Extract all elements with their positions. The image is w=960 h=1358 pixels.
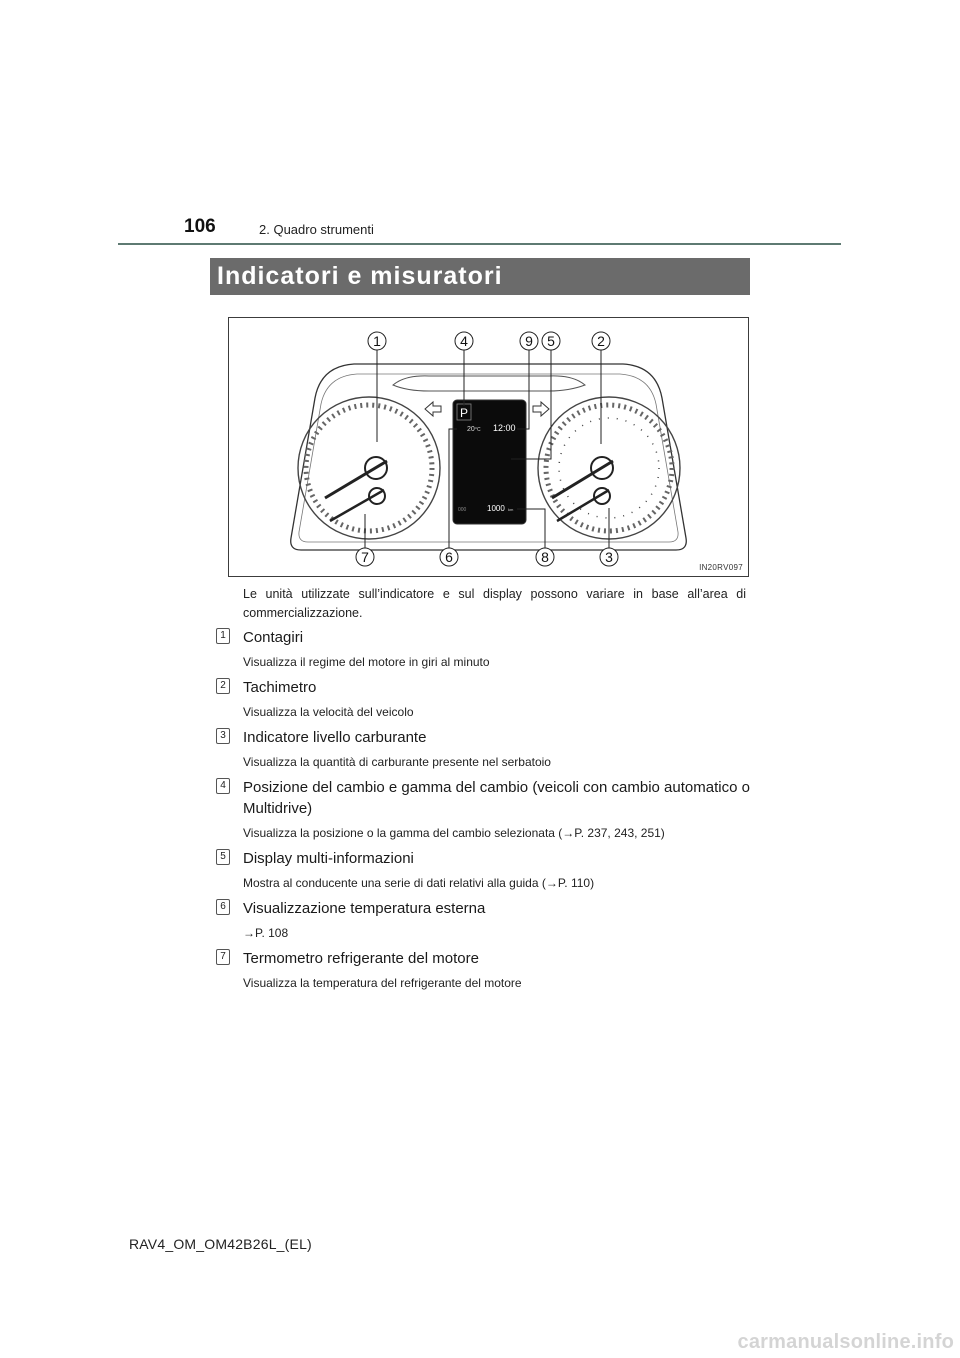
header-rule <box>118 243 841 245</box>
list-item <box>216 948 756 988</box>
outside-temperature-unit: °C <box>475 427 481 433</box>
callout-8: 8 <box>541 549 549 565</box>
item-title: Termometro refrigerante del motore <box>243 950 479 967</box>
item-description: Visualizza la velocità del veicolo <box>243 705 414 719</box>
callout-7: 7 <box>361 549 369 565</box>
section-title: 2. Quadro strumenti <box>259 222 374 237</box>
page-number: 106 <box>184 216 216 237</box>
banner-title: Indicatori e misuratori <box>217 262 503 290</box>
list-item <box>216 848 756 888</box>
cluster-visor <box>393 376 585 391</box>
fuel-gauge-needle <box>557 490 609 521</box>
item-number-badge: 6 <box>216 899 230 915</box>
gear-indicator: P <box>459 406 469 420</box>
coolant-gauge-needle <box>330 490 384 521</box>
item-number-badge: 2 <box>216 678 230 694</box>
list-item <box>216 627 756 667</box>
callout-6: 6 <box>445 549 453 565</box>
watermark <box>724 1324 960 1358</box>
item-description: Visualizza la quantità di carburante presente nel serbatoio <box>243 755 551 769</box>
item-title: Contagiri <box>243 629 304 646</box>
section-banner <box>210 258 750 295</box>
instrument-cluster-figure <box>228 317 749 577</box>
item-number-badge: 4 <box>216 778 230 794</box>
item-description: Visualizza la temperatura del refrigerante del motore <box>243 976 522 990</box>
item-number-badge: 7 <box>216 949 230 965</box>
item-title: Indicatore livello carburante <box>243 729 427 746</box>
item-title: Visualizzazione temperatura esterna <box>243 900 486 917</box>
callouts-top <box>368 332 610 350</box>
list-item <box>216 727 756 767</box>
callout-9: 9 <box>525 333 533 349</box>
item-title: Tachimetro <box>243 679 317 696</box>
footer-doc-code: RAV4_OM_OM42B26L_(EL) <box>129 1236 312 1252</box>
item-description: →P. 108 <box>243 926 289 940</box>
cluster-illustration <box>229 318 748 576</box>
callout-4: 4 <box>460 333 468 349</box>
callouts-bottom <box>356 548 618 566</box>
item-title: Display multi-informazioni <box>243 850 414 867</box>
intro-paragraph: Le unità utilizzate sull’indicatore e sul display possono variare in base all’area di commercializzazione. <box>243 587 746 620</box>
list-item <box>216 777 756 843</box>
item-number-badge: 5 <box>216 849 230 865</box>
list-item <box>216 677 756 717</box>
left-turn-arrow-icon <box>425 402 441 416</box>
callout-5: 5 <box>547 333 555 349</box>
callout-1: 1 <box>373 333 381 349</box>
watermark-text: carmanualsonline.info <box>737 1331 954 1353</box>
item-title: Posizione del cambio e gamma del cambio (veicoli con cambio automatico o Multidrive) <box>243 779 750 817</box>
figure-code: IN20RV097 <box>699 563 743 572</box>
list-item <box>216 898 756 938</box>
callout-3: 3 <box>605 549 613 565</box>
right-turn-arrow-icon <box>533 402 549 416</box>
outside-temperature: 20 <box>467 426 475 433</box>
callout-2: 2 <box>597 333 605 349</box>
item-description: Visualizza la posizione o la gamma del cambio selezionata (→P. 237, 243, 251) <box>243 826 665 840</box>
item-description: Visualizza il regime del motore in giri al minuto <box>243 655 490 669</box>
item-description: Mostra al conducente una serie di dati relativi alla guida (→P. 110) <box>243 876 595 890</box>
trip-counter: 000 <box>458 507 467 513</box>
item-number-badge: 1 <box>216 628 230 644</box>
odometer-unit: km <box>508 507 514 512</box>
item-number-badge: 3 <box>216 728 230 744</box>
odometer-readout: 1000 <box>487 504 505 513</box>
clock-readout: 12:00 <box>493 423 516 433</box>
